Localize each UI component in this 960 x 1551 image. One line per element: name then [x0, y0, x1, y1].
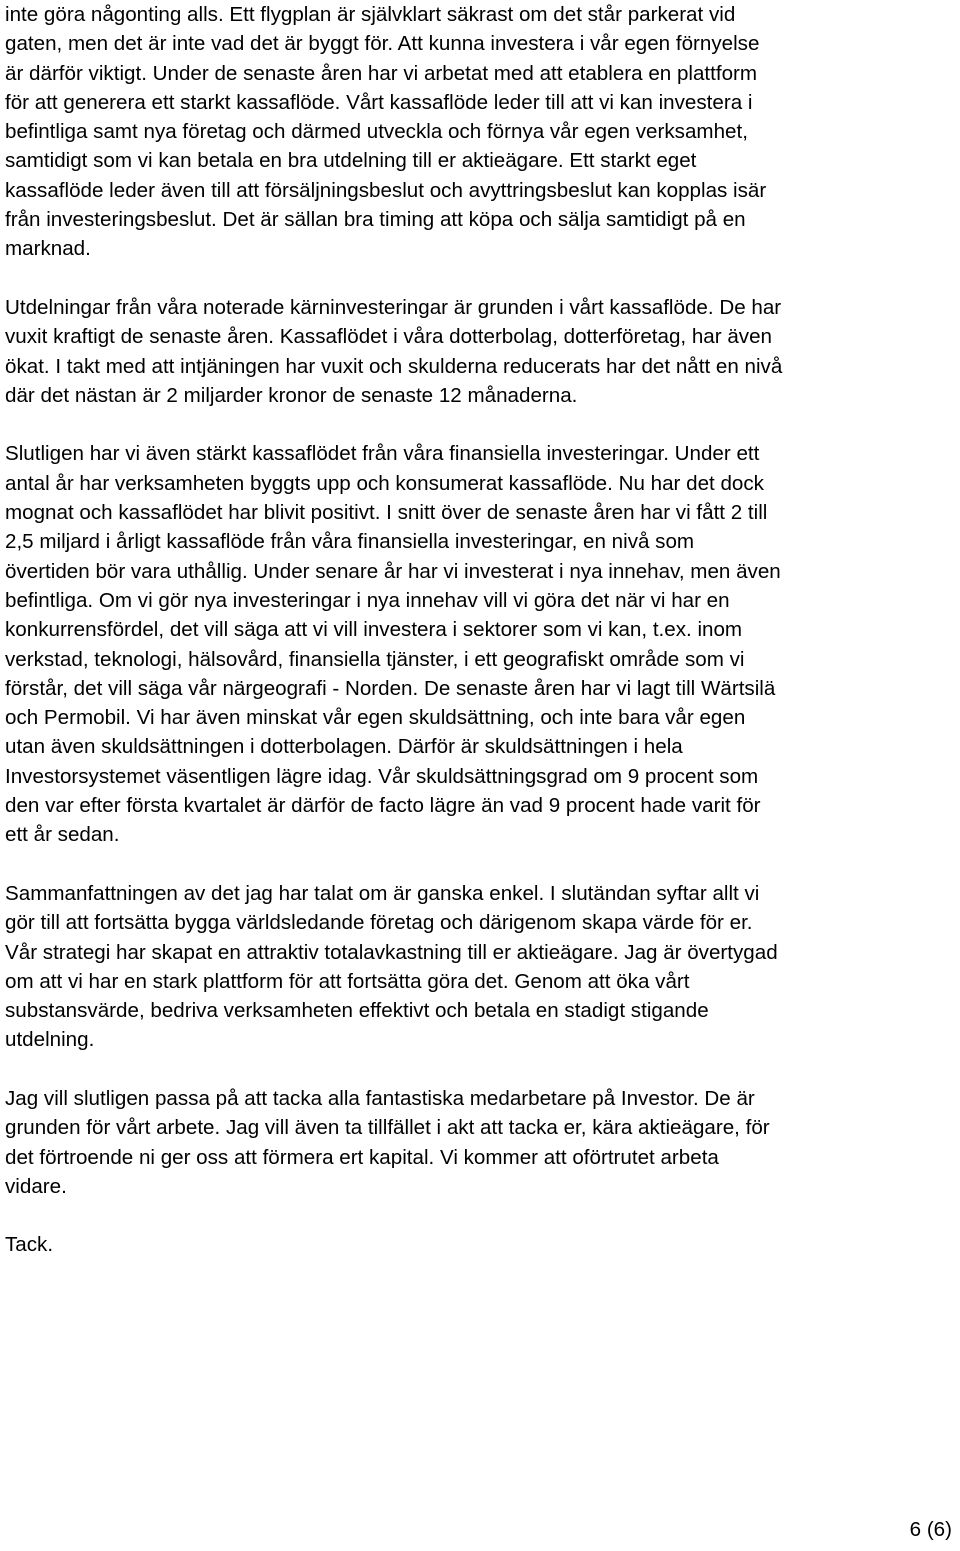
- document-page: [5, 0, 955, 1289]
- page-number: 6 (6): [909, 1518, 952, 1541]
- paragraph-dividends: Utdelningar från våra noterade kärninvesteringar är grunden i vårt kassaflöde. De har vuxit kraftigt de senaste åren. Kassaflödet i våra dotterbolag, dotterföretag, har även ökat. I takt med att intjäningen har vuxit och skulderna reducerats har det nått en nivå där det nästan är 2 miljarder kronor de senaste 12 månaderna.: [5, 295, 783, 407]
- paragraph-summary: Sammanfattningen av det jag har talat om är ganska enkel. I slutändan syftar allt vi gör till att fortsätta bygga världsledande företag och därigenom skapa värde för er. Vår strategi har skapat en attraktiv totalavkastning till er aktieägare. Jag är övertygad om att vi har en stark plattform för att fortsätta göra det. Genom att öka vårt substansvärde, bedriva verksamheten effektivt och betala en stadigt stigande utdelning.: [5, 881, 778, 1052]
- paragraph-financial-investments: Slutligen har vi även stärkt kassaflödet från våra finansiella investeringar. Under ett antal år har verksamheten byggts upp och konsumerat kassaflöde. Nu har det dock mognat och kassaflödet har blivit positivt. I snitt över de senaste åren har vi fått 2 till 2,5 miljard i årligt kassaflöde från våra finansiella investeringar, en nivå som övertiden bör vara uthållig. Under senare år har vi investerat i nya innehav, men även befintliga. Om vi gör nya investeringar i nya innehav vill vi göra det när vi har en konkurrensfördel, det vill säga att vi vill investera i sektorer som vi kan, t.ex. inom verkstad, teknologi, hälsovård, finansiella tjänster, i ett geografiskt område som vi förstår, det vill säga vår närgeografi - Norden. De senaste åren har vi lagt till Wärtsilä och Permobil. Vi har även minskat vår egen skuldsättning, och inte bara vår egen utan även skuldsättningen i dotterbolagen. Därför är skuldsättningen i hela Investorsystemet väsentligen lägre idag. Vår skuldsättningsgrad om 9 procent som den var efter första kvartalet är därför de facto lägre än vad 9 procent hade varit för ett år sedan.: [5, 442, 781, 847]
- paragraph-cash-flow-platform: inte göra någonting alls. Ett flygplan är självklart säkrast om det står parkerat vid gaten, men det är inte vad det är byggt för. Att kunna investera i vår egen förnyelse är därför viktigt. Under de senaste åren har vi arbetat med att etablera en plattform för att generera ett starkt kassaflöde. Vårt kassaflöde leder till att vi kan investera i befintliga samt nya företag och därmed utveckla och förnya vår egen verksamhet, samtidigt som vi kan betala en bra utdelning till er aktieägare. Ett starkt eget kassaflöde leder även till att försäljningsbeslut och avyttringsbeslut kan kopplas isär från investeringsbeslut. Det är sällan bra timing att köpa och sälja samtidigt på en marknad.: [5, 3, 767, 261]
- paragraph-closing: Tack.: [5, 1233, 54, 1257]
- paragraph-thanks-employees: Jag vill slutligen passa på att tacka alla fantastiska medarbetare på Investor. De är grunden för vårt arbete. Jag vill även ta tillfället i akt att tacka er, kära aktieägare, för det förtroende ni ger oss att förmera ert kapital. Vi kommer att oförtrutet arbeta vidare.: [5, 1086, 770, 1198]
